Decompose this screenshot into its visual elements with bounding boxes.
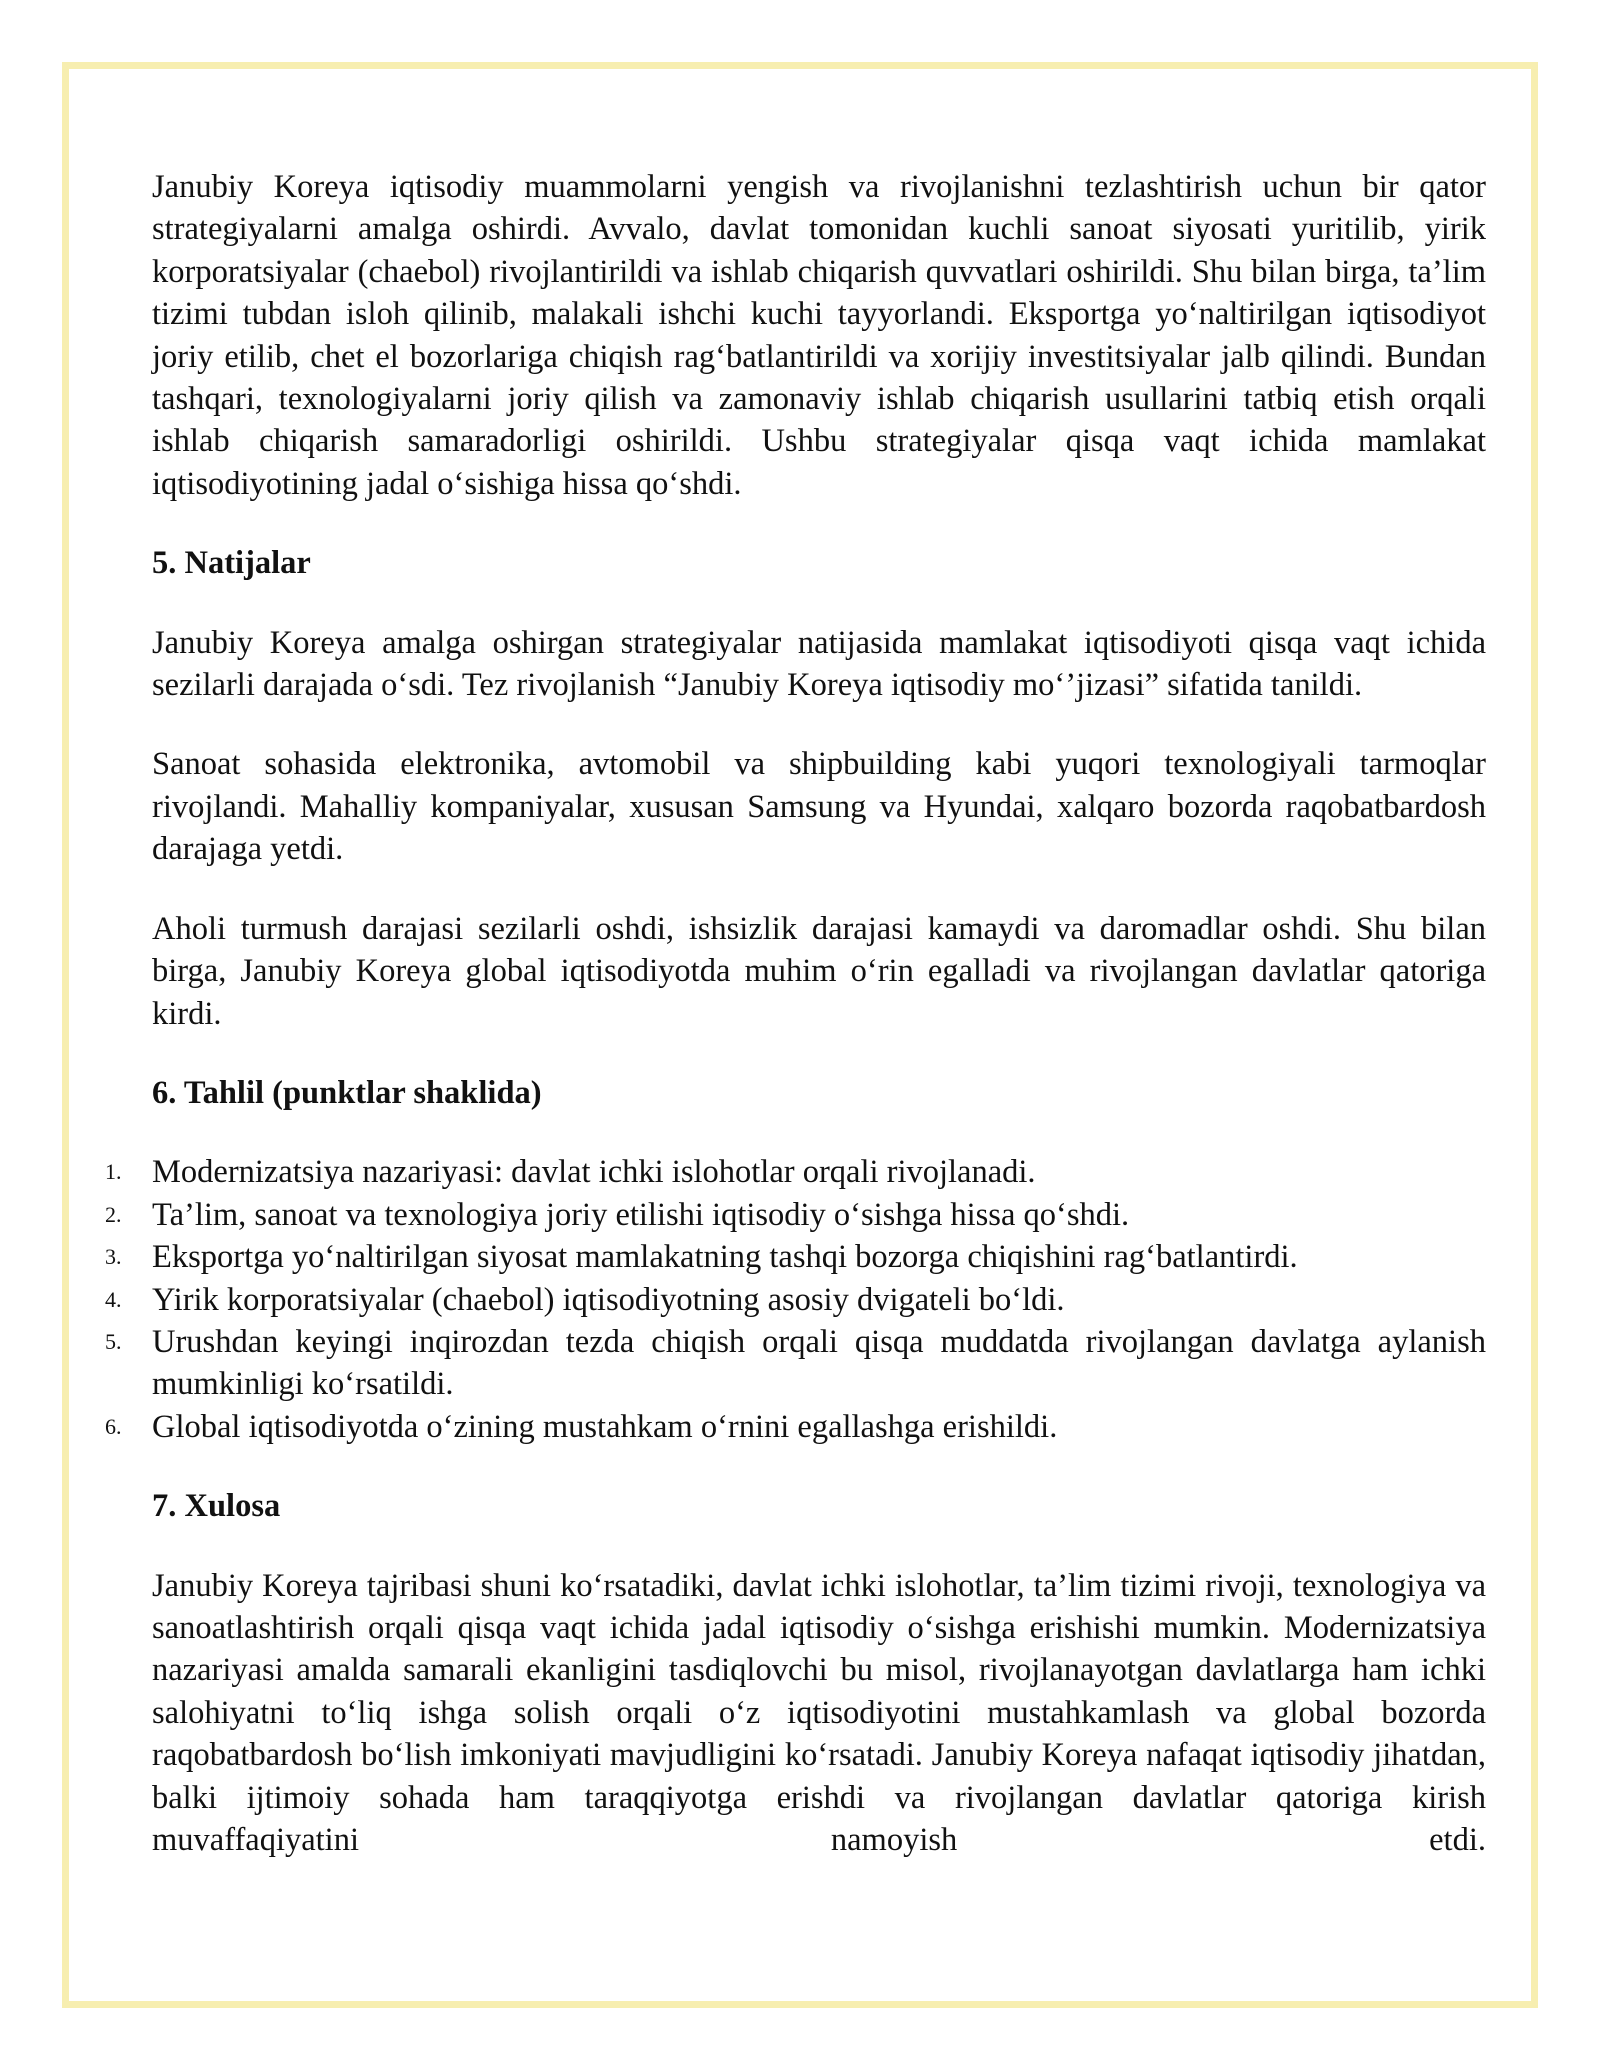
natijalar-paragraph-3: Aholi turmush darajasi sezilarli oshdi, ishsizlik darajasi kamaydi va daromadlar oshdi. Shu bilan birga, Janubiy Koreya global iqtisodiyotda muhim o‘rin egalladi va rivojlangan davlatlar qatoriga kirdi.: [152, 910, 1486, 1032]
natijalar-paragraph-1: Janubiy Koreya amalga oshirgan strategiyalar natijasida mamlakat iqtisodiyoti qisqa vaqt ichida sezilarli darajada o‘sdi. Tez rivojlanish “Janubiy Koreya iqtisodiy mo‘’jizasi” sifatida tanildi.: [152, 624, 1486, 704]
list-item: [105, 1406, 1486, 1448]
list-item-text: Eksportga yo‘naltirilgan siyosat mamlakatning tashqi bozorga chiqishini rag‘batlantirdi.: [152, 1239, 1298, 1276]
list-item-text: Global iqtisodiyotda o‘zining mustahkam o‘rnini egallashga erishildi.: [152, 1408, 1058, 1445]
list-item-number: 3.: [105, 1244, 122, 1270]
document-page: [105, 166, 1486, 1861]
natijalar-paragraph-2: Sanoat sohasida elektronika, avtomobil va shipbuilding kabi yuqori texnologiyali tarmoqlar rivojlandi. Mahalliy kompaniyalar, xususan Samsung va Hyundai, xalqaro bozorda raqobatbardosh darajaga yetdi.: [152, 746, 1486, 868]
list-item-number: 2.: [105, 1201, 122, 1227]
section-heading-natijalar: 5. Natijalar: [152, 545, 311, 582]
list-item-text: Modernizatsiya nazariyasi: davlat ichki islohotlar orqali rivojlanadi.: [152, 1154, 1036, 1191]
list-item: [105, 1151, 1486, 1193]
list-item: [105, 1194, 1486, 1236]
list-item-number: 6.: [105, 1413, 122, 1439]
list-item-number: 1.: [105, 1159, 122, 1185]
list-item-text: Yirik korporatsiyalar (chaebol) iqtisodiyotning asosiy dvigateli bo‘ldi.: [152, 1281, 1065, 1318]
section-heading-xulosa: 7. Xulosa: [152, 1488, 281, 1525]
list-item-text: Ta’lim, sanoat va texnologiya joriy etilishi iqtisodiy o‘sishga hissa qo‘shdi.: [152, 1196, 1130, 1233]
list-item-number: 4.: [105, 1286, 122, 1312]
intro-paragraph: Janubiy Koreya iqtisodiy muammolarni yengish va rivojlanishni tezlashtirish uchun bir qator strategiyalarni amalga oshirdi. Avvalo, davlat tomonidan kuchli sanoat siyosati yuritilib, yirik korporatsiyalar (chaebol) rivojlantirildi va ishlab chiqarish quvvatlari oshirildi. Shu bilan birga, ta’lim tizimi tubdan isloh qilinib, malakali ishchi kuchi tayyorlandi. Eksportga yo‘naltirilgan iqtisodiyot joriy etilib, chet el bozorlariga chiqish rag‘batlantirildi va xorijiy investitsiyalar jalb qilindi. Bundan tashqari, texnologiyalarni joriy qilish va zamonaviy ishlab chiqarish usullarini tatbiq etish orqali ishlab chiqarish samaradorligi oshirildi. Ushbu strategiyalar qisqa vaqt ichida mamlakat iqtisodiyotining jadal o‘sishiga hissa qo‘shdi.: [152, 169, 1486, 502]
xulosa-paragraph: Janubiy Koreya tajribasi shuni ko‘rsatadiki, davlat ichki islohotlar, ta’lim tizimi rivoji, texnologiya va sanoatlashtirish orqali qisqa vaqt ichida jadal iqtisodiy o‘sishga erishishi mumkin. Modernizatsiya nazariyasi amalda samarali ekanligini tasdiqlovchi bu misol, rivojlanayotgan davlatlarga ham ichki salohiyatni to‘liq ishga solish orqali o‘z iqtisodiyotini mustahkamlash va global bozorda raqobatbardosh bo‘lish imkoniyati mavjudligini ko‘rsatadi. Janubiy Koreya nafaqat iqtisodiy jihatdan, balki ijtimoiy sohada ham taraqqiyotga erishdi va rivojlangan davlatlar qatoriga kirish muvaffaqiyatini namoyish etdi.: [152, 1567, 1486, 1858]
list-item: [105, 1236, 1486, 1278]
list-item-number: 5.: [105, 1328, 122, 1354]
analysis-list: [105, 1151, 1486, 1448]
list-item: [105, 1279, 1486, 1321]
list-item: [105, 1321, 1486, 1406]
section-heading-tahlil: 6. Tahlil (punktlar shaklida): [152, 1074, 542, 1111]
list-item-text: Urushdan keyingi inqirozdan tezda chiqish orqali qisqa muddatda rivojlangan davlatga aylanish mumkinligi ko‘rsatildi.: [152, 1323, 1486, 1403]
